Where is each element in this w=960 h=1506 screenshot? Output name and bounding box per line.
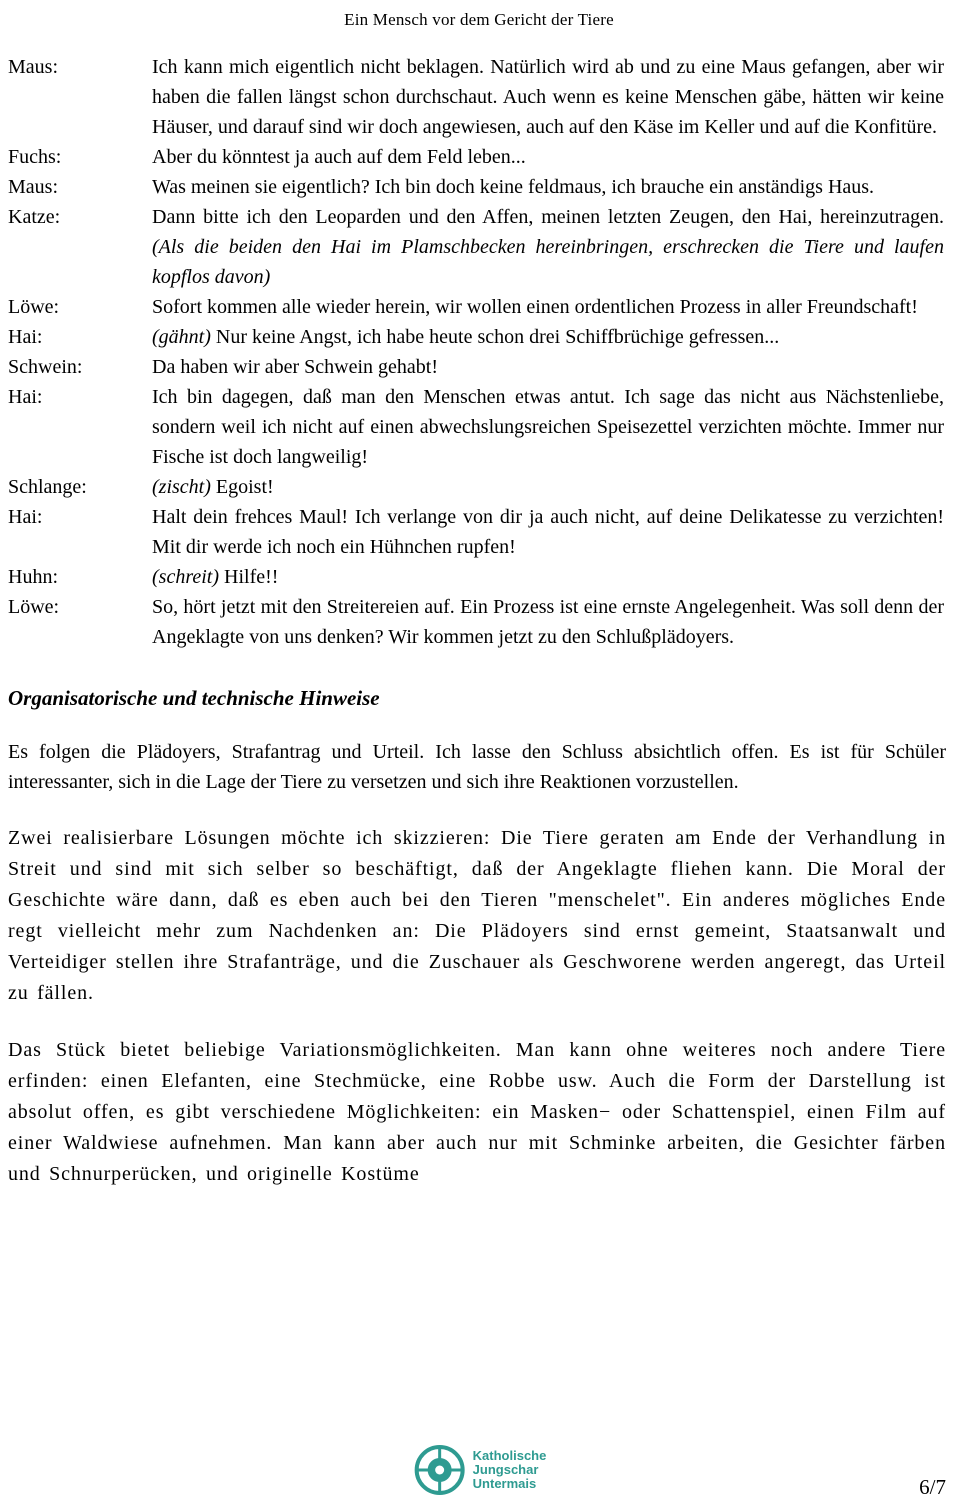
dialogue-text: Aber du könntest ja auch auf dem Feld leben... bbox=[152, 146, 526, 168]
dialogue-row bbox=[8, 52, 950, 142]
dialogue-text: (zischt) Egoist! bbox=[152, 476, 274, 498]
dialogue-text: Da haben wir aber Schwein gehabt! bbox=[152, 356, 438, 378]
dialogue-row bbox=[8, 202, 950, 292]
dialogue-text: (gähnt) Nur keine Angst, ich habe heute schon drei Schiffbrüchige gefressen... bbox=[152, 326, 780, 348]
dialogue-row bbox=[8, 472, 950, 502]
speaker-label: Schwein: bbox=[8, 356, 83, 378]
page-footer bbox=[0, 1434, 960, 1500]
logo-text-line: Untermais bbox=[472, 1476, 537, 1491]
dialogue-row bbox=[8, 382, 950, 472]
speaker-label: Katze: bbox=[8, 206, 61, 228]
page-number: 6/7 bbox=[919, 1475, 946, 1499]
dialogue-row bbox=[8, 592, 950, 652]
logo-text bbox=[473, 1449, 547, 1491]
dialogue-list bbox=[8, 52, 950, 652]
paragraph-variations: Das Stück bietet beliebige Variationsmöglichkeiten. Man kann ohne weiteres noch andere Tiere erfinden: einen Elefanten, eine Stechmücke, eine Robbe usw. Auch die Form der Darstellung ist absolut offen, es gibt verschiedene Möglichkeiten: ein Masken− oder Schattenspiel, einen Film auf einer Waldwiese aufnehmen. Man kann aber auch nur mit Schminke arbeiten, die Gesichter färben und Schnurperücken, und originelle Kostüme bbox=[8, 1039, 946, 1185]
document-title: Ein Mensch vor dem Gericht der Tiere bbox=[344, 10, 614, 29]
speaker-label: Schlange: bbox=[8, 476, 87, 498]
logo-text-line: Jungschar bbox=[472, 1462, 539, 1477]
speaker-label: Löwe: bbox=[8, 596, 60, 618]
speaker-label: Löwe: bbox=[8, 296, 60, 318]
dialogue-text: Ich bin dagegen, daß man den Menschen etwas antut. Ich sage das nicht aus Nächstenliebe, sondern weil ich nicht auf einen abwechslungsreichen Speisezettel verzichten möchte. Immer nur Fische ist doch langweilig! bbox=[152, 386, 944, 468]
dialogue-row bbox=[8, 562, 950, 592]
dialogue-row bbox=[8, 292, 950, 322]
speaker-label: Maus: bbox=[8, 56, 58, 78]
dialogue-row bbox=[8, 322, 950, 352]
dialogue-row bbox=[8, 142, 950, 172]
speaker-label: Hai: bbox=[8, 506, 43, 528]
logo-text-line: Katholische bbox=[472, 1448, 547, 1463]
dialogue-text: Was meinen sie eigentlich? Ich bin doch keine feldmaus, ich brauche ein anständigs Haus. bbox=[152, 176, 875, 198]
dialogue-text: Sofort kommen alle wieder herein, wir wollen einen ordentlichen Prozess in aller Freundschaft! bbox=[152, 296, 918, 318]
dialogue-text: Ich kann mich eigentlich nicht beklagen. Natürlich wird ab und zu eine Maus gefangen, aber wir haben die fallen längst schon durchschaut. Auch wenn es keine Menschen gäbe, hätten wir keine Häuser, und darauf sind wir doch angewiesen, auch auf den Käse im Keller und auf die Konfitüre. bbox=[152, 56, 944, 138]
speaker-label: Fuchs: bbox=[8, 146, 62, 168]
dialogue-row bbox=[8, 352, 950, 382]
speaker-label: Maus: bbox=[8, 176, 58, 198]
section-heading: Organisatorische und technische Hinweise bbox=[8, 686, 380, 710]
dialogue-text: Dann bitte ich den Leoparden und den Affen, meinen letzten Zeugen, den Hai, hereinzutragen. (Als die beiden den Hai im Plamschbecken hereinbringen, erschrecken die Tiere und laufen kopflos davon) bbox=[152, 206, 944, 288]
dialogue-text: (schreit) Hilfe!! bbox=[152, 566, 279, 588]
dialogue-row bbox=[8, 502, 950, 562]
speaker-label: Hai: bbox=[8, 326, 43, 348]
jungschar-logo-icon bbox=[414, 1444, 466, 1496]
dialogue-text: Halt dein frehces Maul! Ich verlange von dir ja auch nicht, auf deine Delikatesse zu verzichten! Mit dir werde ich noch ein Hühnchen rupfen! bbox=[152, 506, 944, 558]
speaker-label: Huhn: bbox=[8, 566, 58, 588]
paragraph-endings: Zwei realisierbare Lösungen möchte ich skizzieren: Die Tiere geraten am Ende der Verhandlung in Streit und sind mit sich selber so beschäftigt, daß der Angeklagte fliehen kann. Die Moral der Geschichte wäre dann, daß es eben auch bei den Tieren "menschelet". Ein anderes mögliches Ende regt vielleicht mehr zum Nachdenken an: Die Plädoyers sind ernst gemeint, Staatsanwalt und Verteidiger stellen ihre Strafanträge, und die Zuschauer als Geschworene werden angeregt, das Urteil zu fällen. bbox=[8, 827, 946, 1004]
dialogue-text: So, hört jetzt mit den Streitereien auf. Ein Prozess ist eine ernste Angelegenheit. Was soll denn der Angeklagte von uns denken? Wir kommen jetzt zu den Schlußplädoyers. bbox=[152, 596, 944, 648]
paragraph-intro: Es folgen die Plädoyers, Strafantrag und Urteil. Ich lasse den Schluss absichtlich offen. Es ist für Schüler interessanter, sich in die Lage der Tiere zu versetzen und sich ihre Reaktionen vorzustellen. bbox=[8, 741, 946, 793]
jungschar-logo bbox=[414, 1444, 547, 1496]
dialogue-row bbox=[8, 172, 950, 202]
speaker-label: Hai: bbox=[8, 386, 43, 408]
